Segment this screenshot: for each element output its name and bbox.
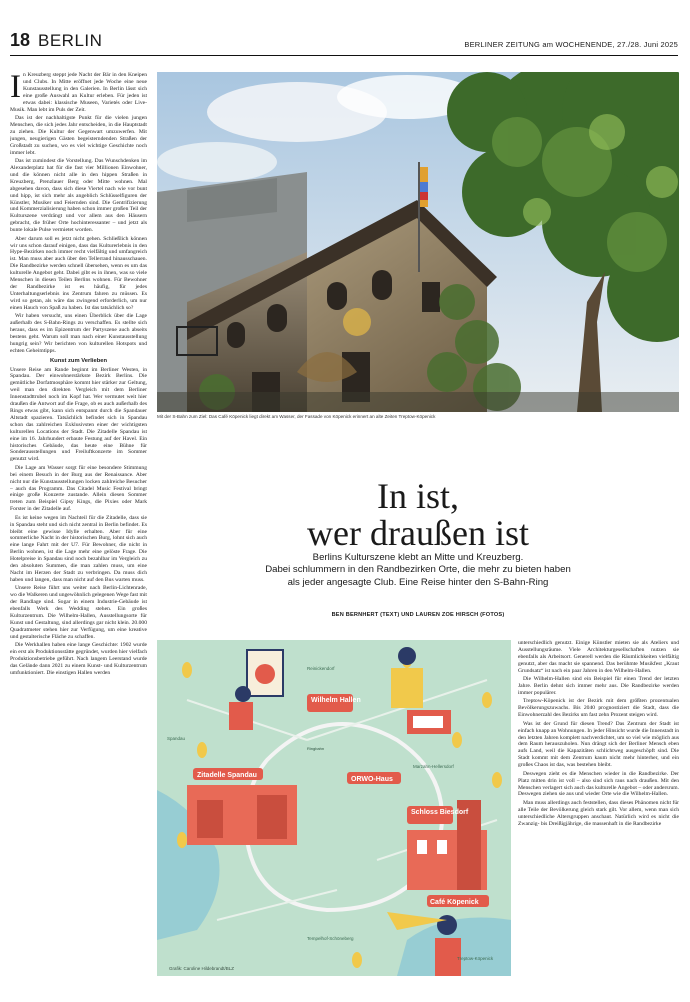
body-paragraph: unterschiedlich genutzt. Einige Künstler mieten sie als Ateliers und Ausstellungsräume. Viele Architekturgesellschaften nutzen sie ebenfalls als Arbeitsort. Generell werden die Räumlichkeiten vielfältig genutzt, aber das macht sie spannend. Das berühmte Musikfest „Kraut Grundsatz“ ist nach ein paar Jahren in den Wilhelm-Hallen.	[518, 640, 679, 674]
page-number: 18	[10, 30, 31, 50]
lead-text: n Kreuzberg steppt jede Nacht der Bär in den Kneipen und Clubs. In Mitte eröffnet jede Woche eine neue Kunstausstellung in den Galerien. In Berlin lässt sich eine große Auswahl an Kultur erleben. Für jeden ist etwas dabei: klassische Museen, Varietés oder Live-Musik. Man lebt im Puls der Zeit.	[10, 72, 147, 113]
map-svg	[157, 640, 511, 976]
district-label: Marzahn-Hellersdorf	[413, 764, 454, 769]
district-label: Spandau	[167, 736, 186, 741]
body-paragraph: Unsere Reise am Rande beginnt im Berliner Westen, in Spandau. Der einwohnerstärkste Bezirk Berlins. Die gemütliche Dorfatmosphäre kommt hier stärker zur Geltung, weil man den direkten Vergleich mit dem Berliner Innenstadttrubel noch im Kopf hat. Wer vermutet weit hier draußen die Antwort auf die Frage, ob es auch außerhalb des Rings etwas gibt, kann sich entspannt durch die Spandauer Altstadt spazieren. Tatsächlich befindet sich in Spandau schon das zahlreichen Exklusivsten einer der wichtigsten kulturellen Locations der Stadt. Die Zitadelle Spandau ist eine im 16. Jahrhundert erbaute Festung auf der Havel. Ein historisches Gebäude, das heute eine Bühne für Sonderausstellungen und Freiluftkonzerte im Sommer genutzt wird.	[10, 366, 147, 463]
body-paragraph: Unsere Reise führt uns weiter nach Berlin-Lichtenrade, wo die Walkeren und ungewöhnlich gelegenen Wege fast mit der Randlage sind. Sogar in einem Industrie-Gebäude ist ebenfalls Werk des Wedding stehen. Ein großes Kulturzentrum. Die Wilhelm-Hallen, Ausstellungsorte für Kunst und Gestaltung, sind allerdings gar nicht klein. 20.000 Quadratmeter stehen hier zur Verfügung, um eine kreative und gestalterische Fläche zu schaffen.	[10, 585, 147, 640]
map-credit: Grafik: Caroline Hildebrandt/BLZ	[169, 966, 235, 971]
byline: BEN BERNHERT (TEXT) UND LAUREN ZOE HIRSCH (FOTOS)	[331, 612, 505, 618]
page-header	[10, 30, 678, 56]
section-title: BERLIN	[38, 31, 103, 50]
body-paragraph: Die Wilhelm-Hallen sind ein Beispiel für einen Trend der letzten Jahre. Berlin dehnt sich immer mehr aus. Die Randbezirke werden immer populärer.	[518, 676, 679, 696]
lead-photo	[157, 72, 679, 412]
body-paragraph: Was ist der Grund für diesen Trend? Das Zentrum der Stadt ist einfach knapp an Wohnungen. In jeder Hinsicht wurde die Innenstadt in den letzten Jahren komplett nachverdichtet, um so viel wie möglich aus dem Raum herauszuholen. Nun drängt sich der Berliner Mensch eben aufs Land, weil die Kapazitäten schlichtweg ausgeschöpft sind. Die Stadt kommt mit dem Zentrum kaum nicht mehr hinterher, und ein großes Chaos ist das, was bestehen bleibt.	[518, 720, 679, 769]
left-text-column	[10, 72, 147, 990]
deck-line-3: als jeder angesagte Club. Eine Reise hinter den S-Bahn-Ring	[287, 576, 549, 588]
photo-illustration	[157, 72, 679, 412]
body-paragraph: Man muss allerdings auch feststellen, dass dieses Phänomen nicht für alle Teile der Bevölkerung gleich stark gilt. Vor allem, wenn man sich unterschiedliche Altersgruppen anschaut. Natürlich wird es nicht die Zwanzig- bis Dreißigjährige, die massenhaft in die Randbezirke	[518, 799, 679, 827]
district-label: Tempelhof-Schöneberg	[307, 936, 354, 941]
map-label-zitadelle: Zitadelle Spandau	[197, 772, 257, 779]
headline-line-1: In ist,	[376, 476, 459, 516]
body-paragraph: Die Lage am Wasser sorgt für eine besondere Stimmung bei einem Besuch in der Burg aus der Renaissance. Aber nicht nur die Kunstausstellungen locken zahlreiche Besucher – auch das Programm. Das Citadel Music Festival bringt einige große Konzerte zustande. Allein diesen Sommer treten zum Beispiel Gipsy Kings, die Pixies oder Mark Forster in der Zitadelle auf.	[10, 464, 147, 513]
drop-cap: I	[10, 72, 21, 105]
body-paragraph: Das ist der nachhaltigste Punkt für die vielen jungen Menschen, die sich jedes Jahr entscheiden, in die Hauptstadt zu ziehen. Die Kultur der Gegenwart umzuwerfen. Mit jungen, neugierigen Gästen begeisterndenden Straßen der Großstadt zu suchen, wo es viel wichtige Geschichte noch immer lebt.	[10, 115, 147, 156]
map-label-wilhelm-hallen: Wilhelm Hallen	[311, 697, 361, 704]
headline-line-2: wer draußen ist	[307, 513, 529, 553]
body-paragraph: Wir haben versucht, uns einen Überblick über die Lage außerhalb des S-Bahn-Rings zu verschaffen. Es stellte sich heraus, dass es im Epizentrum der Partyszene auch abseits bestens geht. Warum soll man nach einer Kunstausstellung hungrig sein? Wir berichten von kulturellen Hotspots und echten Geheimtipps.	[10, 313, 147, 354]
map-label-schloss: Schloss Biesdorf	[411, 809, 469, 816]
body-paragraph: Deswegen zieht es die Menschen wieder in die Randbezirke. Der Platz mitten drin ist voll – also sind sich raus nach draußen. Mit den Menschen verlagert sich auch das kulturelle Angebot – oder andersrum. Deswegen ziehen sie aus und wieder Orte wie die Wilhelm-Hallen.	[518, 770, 679, 798]
masthead: BERLINER ZEITUNG am WOCHENENDE, 27./28. Juni 2025	[464, 40, 678, 49]
body-paragraph: Das ist zumindest die Vorstellung. Das Wunschdenken im Alexanderplatz hat für die fast vier Millionen Einwohner, und die können nicht alle in den hippen Straßen in Kreuzberg, Prenzlauer Berg oder Mitte wohnen. Mal abgesehen davon, dass sich diese Viertel nach wie vor bunt und hipp, ist sich mehr als angeblich Schlüsselfiguren der Künstler, Musiker und Feiernden sind. Die Gentrifizierung und Kommerzialisierung haben schon immer großen Teil der Kulturszene verdrängt und vor allem aus den Häusern gebracht, die früher Orte hochinteressanter – und jetzt als bunte lokale Pulse vermietet worden.	[10, 158, 147, 234]
lead-paragraph	[10, 72, 147, 113]
photo-caption: Mit der S-Bahn zum Ziel: Das Café Köpenick liegt direkt am Wasser, der Fassade von Köpenick erinnert an alte Zeiten Treptow-Köpenick	[157, 414, 436, 419]
ring-road-label: Ringbahn	[307, 746, 325, 751]
map-illustration	[157, 640, 511, 976]
body-paragraph: Aber darum soll es jetzt nicht gehen. Schließlich können wir uns schon darauf einigen, dass das Kulturerlebnis in den Hype-Bezirken noch immer recht vielfältig und umfangreich ist. Man muss aber auch über den Tellerrand hinausschauen. Die Randbezirke werden schnell übersehen, wenn es um das kulturelle Angebot geht. Dabei gibt es in ihnen, was so viele Menschen in diesen Teilen Berlins wohnen. Für Bewohner der Randbezirke ist es häufig, für jedes Unterhaltungserlebnis ins Zentrum fahren zu müssen. Es wird so getan, als wäre das zwingend erforderlich, um nur einen Hauch von Spaß zu haben. Ist das tatsächlich so?	[10, 235, 147, 311]
district-label: Treptow-Köpenick	[457, 956, 494, 961]
deck	[157, 552, 679, 589]
subhead: Kunst zum Verlieben	[49, 357, 107, 364]
body-paragraph: Es ist keine wegen im Nachteil für die Zitadelle, dass sie in Spandau steht und sich nicht zentral in Berlin befindet. Es bleibt eine gewisse Idylle erhalten. Aber für eine sommerliche Nacht in der historischen Burg, lohnt sich auch eine lange Fahrt mit der U7. Für Bewohner, die nicht in Berlin wohnen, ist die Lage mehr eine gelöste Frage. Die Hotelpreise in Spandau sind noch bezahlbar im Vergleich zu den absoluten Summen, die man zahlen muss, um eine Nacht im Herzen der Stadt zu verbringen. Da muss dich haben und langen, dass man nicht auf den Bus warten muss.	[10, 514, 147, 583]
district-label: Reinickendorf	[307, 666, 335, 671]
deck-line-1: Berlins Kulturszene klebt an Mitte und Kreuzberg.	[312, 552, 524, 563]
body-paragraph: Die Werkhallen haben eine lange Geschichte: 1902 wurde ein erst als Produktionsstätte gegründet, wurden hier vielfach Produktionsbetriebe geführt. Nach langem Leerstand wurde das Gelände dann 2021 zu einem Kunst- und Kulturzentrum umfunktioniert. Die einstigen Hallen werden	[10, 642, 147, 676]
map-label-cafe: Café Köpenick	[430, 899, 479, 906]
map-label-orwo: ORWO-Haus	[351, 776, 393, 783]
body-paragraph: Treptow-Köpenick ist der Bezirk mit dem größten prozentualen Bevölkerungszuwachs. Bis 2040 prognostiziert die Stadt, dass die Einwohnerzahl des Bezirks um fast zehn Prozent steigen wird.	[518, 698, 679, 719]
right-text-column	[518, 640, 679, 990]
deck-line-2: Dabei schlummern in den Randbezirken Orte, die mehr zu bieten haben	[265, 564, 571, 576]
headline	[157, 478, 679, 552]
